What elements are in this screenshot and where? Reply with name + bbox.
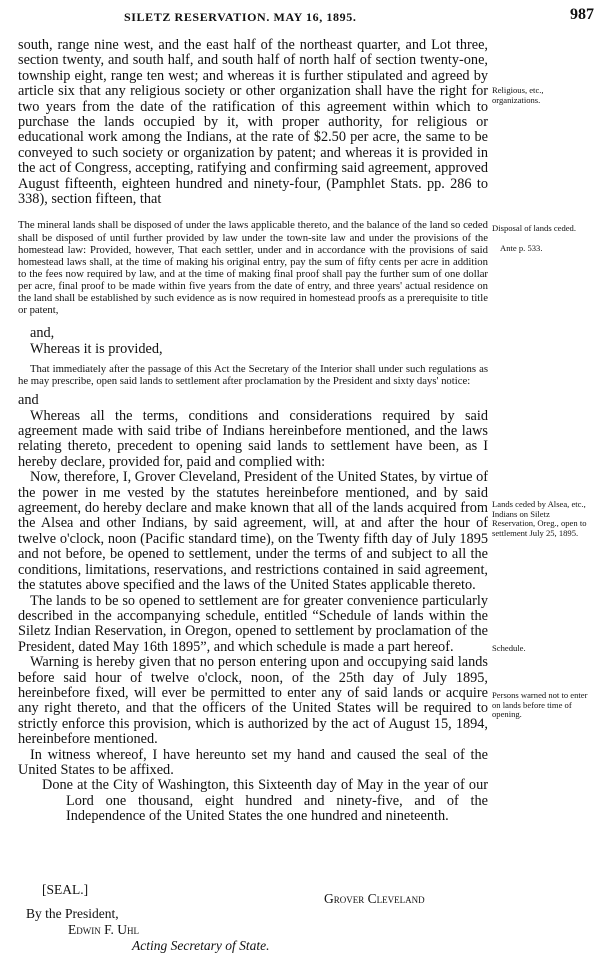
- quoted-law-opening: That immediately after the passage of this Act the Secretary of the Interior shall under such regulations as he may prescribe, open said lands to settlement after proclamation by the President and sixty days' notice:: [18, 363, 488, 388]
- connector-and: and,: [30, 325, 55, 342]
- margin-note-schedule: Schedule.: [492, 643, 526, 653]
- margin-note-ante: Ante p. 533.: [500, 243, 543, 253]
- margin-note-disposal: Disposal of lands ceded.: [492, 223, 577, 233]
- paragraph-religious-societies: south, range nine west, and the east half of the northeast quarter, and Lot three, section twenty, and south half, and south half of north half of section twenty-one, township eight, range ten west; and whereas it is further stipulated and agreed by article six that any religious society or other organization shall have the right for two years from the date of the ratification of this agreement within which to purchase the lands occupied by it, with proper authority, for religious or educational work among the Indians, at the rate of $2.50 per acre, the same to be conveyed to such society or organization by patent; and whereas it is provided in the act of Congress, accepting, ratifying and confirming said agreement, approved August fifteenth, eighteen hundred and ninety-four, (Pamphlet Stats. pp. 286 to 338), section fifteen, that: [18, 37, 488, 208]
- running-header: [60, 6, 594, 26]
- margin-note-lands-ceded: Lands ceded by Alsea, etc., Indians on Siletz Reservation, Oreg., open to settlement July 25, 1895.: [492, 499, 587, 538]
- seal-mark: [SEAL.]: [42, 882, 89, 897]
- by-the-president: By the President,: [26, 906, 119, 921]
- paragraph-warning: Warning is hereby given that no person entering upon and occupying said lands before said hour of twelve o'clock, noon, of the 25th day of July 1895, hereinbefore fixed, will ever be permitted to enter any of said lands or acquire any right thereto, and that the officers of the United States will be required to strictly enforce this provision, which is authorized by the act of August 15, 1894, hereinbefore mentioned.: [18, 654, 488, 748]
- whereas-provided: Whereas it is provided,: [30, 340, 163, 357]
- paragraph-schedule: The lands to be so opened to settlement are for greater convenience particularly described in the accompanying schedule, entitled “Schedule of lands within the Siletz Indian Reservation, in Oregon, opened to settlement by proclamation of the President, dated May 16th 1895”, and which schedule is made a part hereof.: [18, 592, 488, 655]
- margin-note-persons-warned: Persons warned not to enter on lands before time of opening.: [492, 690, 588, 720]
- paragraph-proclamation: Now, therefore, I, Grover Cleveland, President of the United States, by virtue of the power in me vested by the statutes hereinbefore mentioned, and by said agreement, do hereby declare and make known that all of the lands acquired from the Alsea and other Indians, by said agreement, will, at and after the hour of twelve o'clock, noon (Pacific standard time), on the Twenty fifth day of July 1895 and not before, be opened to settlement, under the terms of and subject to all the conditions, limitations, reservations, and restrictions contained in said agreement, the statutes above specified and the laws of the United States applicable thereto.: [18, 469, 488, 594]
- president-signature: Grover Cleveland: [324, 891, 425, 906]
- connector-and-2: and: [18, 392, 39, 409]
- quoted-law-mineral-lands: The mineral lands shall be disposed of under the laws applicable thereto, and the balance of the land so ceded shall be disposed of until further provided by law under the town-site law and under the provisions of the homestead law: Provided, however, That each settler, under and in accordance with the provisions of said homestead laws shall, at the time of making his original entry, pay the sum of fifty cents per acre in addition to the fees now required by law, and at the time of making final proof shall pay the further sum of one dollar per acre, final proof to be made within five years from the date of entry, and three years' actual residence on the land shall be established by such evidence as is now required in homestead proofs as a prerequisite to title or patent,: [18, 219, 488, 317]
- page-number: 987: [570, 6, 594, 23]
- paragraph-whereas-terms: Whereas all the terms, conditions and considerations required by said agreement made with said tribe of Indians hereinbefore mentioned, and the laws relating thereto, precedent to opening said lands to settlement have been, as I hereby declare, provided for, paid and complied with:: [18, 407, 488, 470]
- margin-note-religious: Religious, etc., organizations.: [492, 85, 544, 105]
- document-body: [18, 38, 488, 825]
- secretary-title: Acting Secretary of State.: [132, 938, 270, 953]
- secretary-name: Edwin F. Uhl: [68, 922, 140, 937]
- paragraph-witness: In witness whereof, I have hereunto set my hand and caused the seal of the United States to be affixed.: [18, 746, 488, 778]
- paragraph-done-at: Done at the City of Washington, this Sixteenth day of May in the year of our Lord one thousand, eight hundred and ninety-five, and of the Independence of the United States the one hundred and nineteenth.: [42, 777, 488, 825]
- header-title: SILETZ RESERVATION. MAY 16, 1895.: [124, 10, 357, 24]
